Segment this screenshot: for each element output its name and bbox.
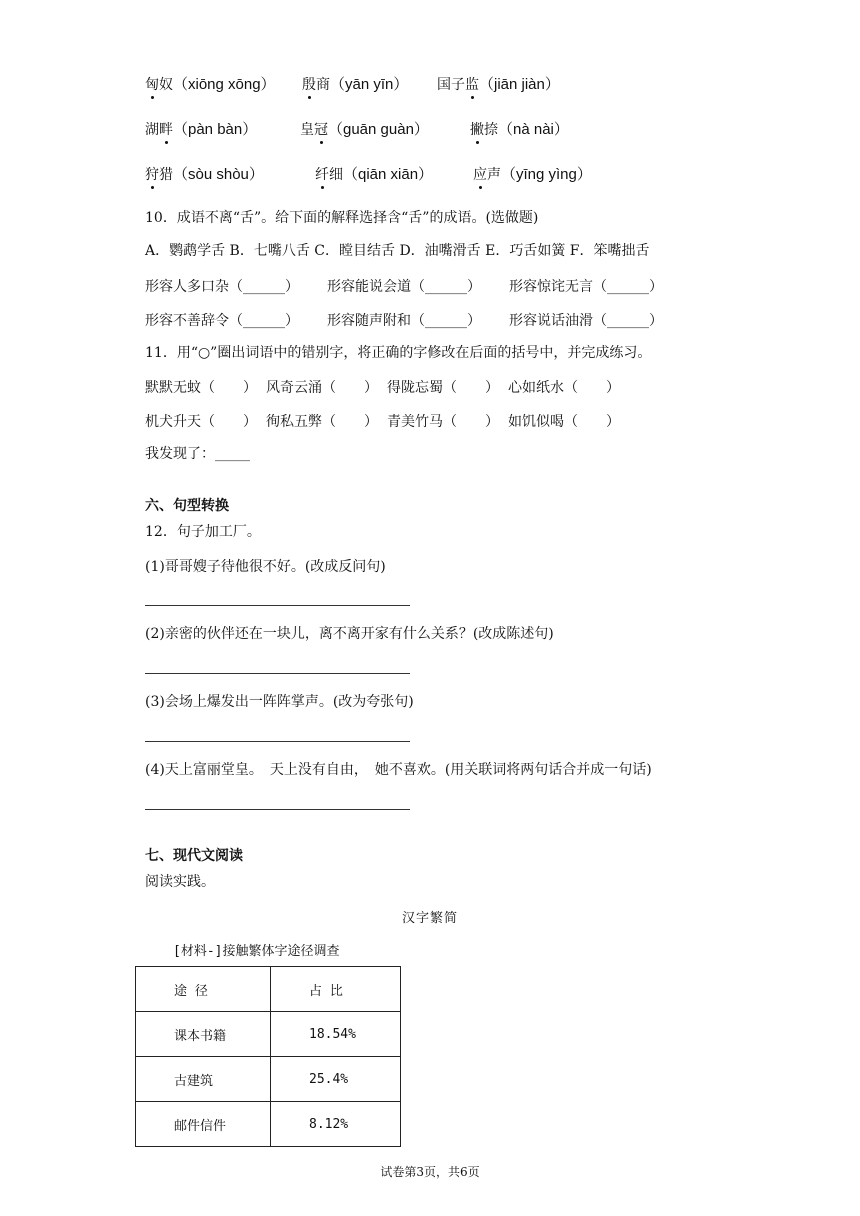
emphasis-dot [476, 141, 479, 144]
table-row [136, 1057, 401, 1102]
q12-title: 12．句子加工厂。 [145, 524, 261, 540]
table-header-cell: 占 比 [271, 967, 401, 1012]
q11-item[interactable]: 青美竹马（ ） [387, 414, 499, 430]
q10-blank[interactable]: 形容能说会道（______） [327, 279, 481, 295]
q12-item-1: (1)哥哥嫂子待他很不好。(改成反问句) [145, 559, 386, 575]
pinyin-item: 国子监 （jiān jiàn） [437, 76, 560, 94]
q11-item[interactable]: 心如纸水（ ） [508, 380, 620, 396]
survey-table [135, 966, 401, 1147]
q10-blank[interactable]: 形容说话油滑（______） [509, 313, 663, 329]
table-caption: [材料-]接触繁体字途径调查 [173, 944, 340, 959]
q10-title: 10．成语不离“舌”。给下面的解释选择含“舌”的成语。(选做题) [145, 210, 539, 226]
emphasis-dot [308, 96, 311, 99]
emphasis-dot [321, 186, 324, 189]
pinyin-item: 纤 细（qiān xiān） [315, 166, 433, 184]
table-cell: 18.54% [271, 1012, 401, 1057]
pinyin-item: 殷 商（yān yīn） [302, 76, 408, 94]
emphasis-dot [151, 96, 154, 99]
answer-line[interactable] [145, 605, 410, 606]
table-row [136, 1012, 401, 1057]
q10-blank[interactable]: 形容随声附和（______） [327, 313, 481, 329]
table-cell: 8.12% [271, 1102, 401, 1147]
emphasis-dot [471, 96, 474, 99]
section-6-heading: 六、句型转换 [145, 498, 229, 514]
pinyin-item: 应 声（yīng yìng） [473, 166, 592, 184]
q11-item[interactable]: 如饥似喝（ ） [508, 414, 620, 430]
q10-blank[interactable]: 形容人多口杂（______） [145, 279, 299, 295]
q11-title: 11．用“○”圈出词语中的错别字，将正确的字修改在后面的括号中，并完成练习。 [145, 345, 652, 361]
emphasis-dot [479, 186, 482, 189]
table-cell: 邮件信件 [136, 1102, 271, 1147]
q11-row-2 [145, 411, 620, 430]
table-row [136, 1102, 401, 1147]
answer-line[interactable] [145, 673, 410, 674]
answer-line[interactable] [145, 809, 410, 810]
table-header-row [136, 967, 401, 1012]
table-header-cell: 途 径 [136, 967, 271, 1012]
q11-item[interactable]: 机犬升天（ ） [145, 414, 257, 430]
q12-item-3: (3)会场上爆发出一阵阵掌声。(改为夸张句) [145, 694, 414, 710]
q11-item[interactable]: 得陇忘蜀（ ） [387, 380, 499, 396]
q10-blank[interactable]: 形容不善辞令（______） [145, 313, 299, 329]
pinyin-item: 狩 猎（sòu shòu） [145, 166, 264, 184]
table-cell: 古建筑 [136, 1057, 271, 1102]
pinyin-item: 湖畔 （pàn bàn） [145, 121, 257, 139]
q10-options: A．鹦鹉学舌 B．七嘴八舌 C．瞠目结舌 D．油嘴滑舌 E．巧舌如簧 F．笨嘴拙舌 [145, 243, 650, 259]
table-cell: 25.4% [271, 1057, 401, 1102]
emphasis-dot [151, 186, 154, 189]
table-cell: 课本书籍 [136, 1012, 271, 1057]
q12-item-2: (2)亲密的伙伴还在一块儿，离不离开家有什么关系？(改成陈述句) [145, 626, 554, 642]
pinyin-item: 撇 捺（nà nài） [470, 121, 569, 139]
page-footer: 试卷第3页，共6页 [380, 1165, 480, 1179]
pinyin-item: 皇冠 （guān guàn） [300, 121, 429, 139]
q12-item-4: (4)天上富丽堂皇。 天上没有自由， 她不喜欢。(用关联词将两句话合并成一句话) [145, 762, 652, 778]
q10-row-1 [145, 276, 663, 295]
q10-blank[interactable]: 形容惊诧无言（______） [509, 279, 663, 295]
section-7-heading: 七、现代文阅读 [145, 848, 243, 864]
q11-item[interactable]: 默默无蚊（ ） [145, 380, 257, 396]
q11-row-1 [145, 377, 620, 396]
q11-item[interactable]: 风奇云涌（ ） [266, 380, 378, 396]
article-title: 汉字繁简 [401, 911, 458, 926]
q11-item[interactable]: 徇私五弊（ ） [266, 414, 378, 430]
emphasis-dot [165, 141, 168, 144]
reading-intro: 阅读实践。 [145, 874, 215, 890]
q11-found[interactable]: 我发现了：_____ [145, 446, 250, 462]
answer-line[interactable] [145, 741, 410, 742]
q10-row-2 [145, 310, 663, 329]
emphasis-dot [320, 141, 323, 144]
pinyin-item: 匈 奴（xiōng xōng） [145, 76, 276, 94]
